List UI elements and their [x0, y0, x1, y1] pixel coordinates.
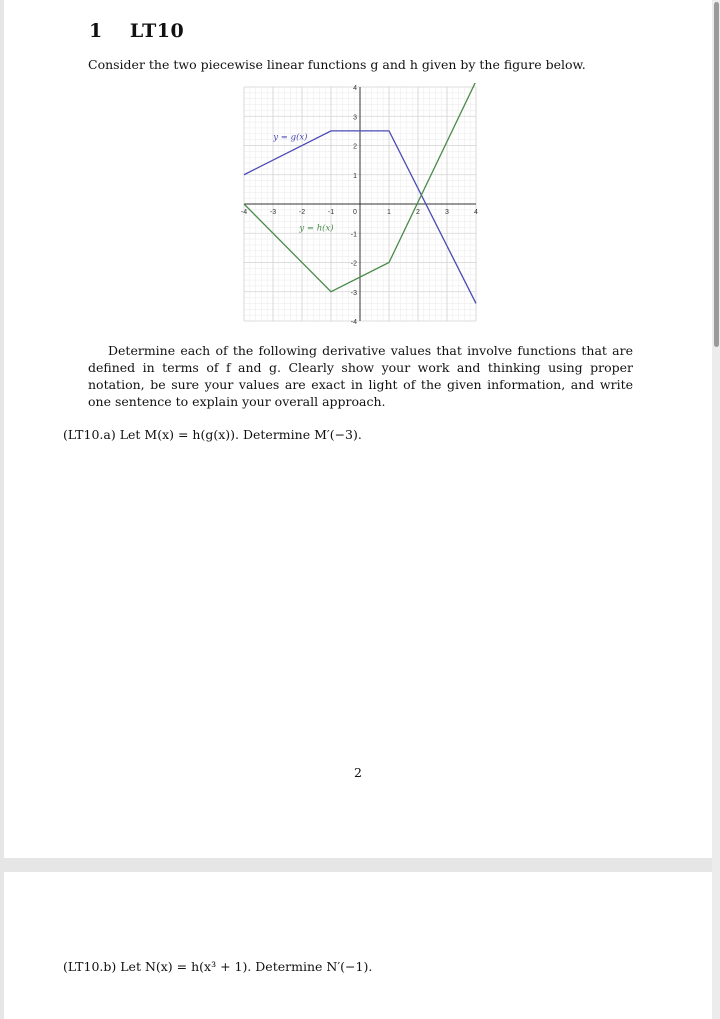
y-tick-label: 4 — [353, 85, 357, 92]
section-title: LT10 — [129, 20, 185, 42]
x-tick-label: -2 — [298, 209, 306, 216]
document-page-1 — [4, 0, 712, 858]
section-number: 1 — [89, 20, 103, 42]
x-tick-label: 4 — [474, 209, 478, 216]
function-graph — [240, 83, 480, 325]
y-tick-label: 1 — [353, 172, 357, 180]
y-tick-label: -1 — [350, 231, 357, 239]
document-page-2 — [4, 872, 712, 1019]
x-tick-label: 3 — [445, 209, 449, 216]
problem-statement: Let N(x) = h(x³ + 1). Determine N′(−1). — [120, 959, 373, 974]
problem-label: (LT10.b) — [63, 959, 117, 974]
y-tick-label: -2 — [350, 260, 357, 268]
problem-statement: Let M(x) = h(g(x)). Determine M′(−3). — [119, 427, 362, 442]
problem-lt10a — [63, 427, 362, 442]
problem-label: (LT10.a) — [63, 427, 116, 442]
problem-lt10b — [63, 959, 372, 974]
x-tick-label: -4 — [240, 209, 248, 216]
g-function-label: y = g(x) — [273, 132, 308, 143]
x-tick-label: 1 — [387, 209, 391, 216]
y-tick-label: 2 — [353, 143, 357, 151]
x-tick-label: 0 — [353, 209, 357, 216]
instructions-paragraph: Determine each of the following derivative values that involve functions that are defined in terms of f and g. Clearly show your work and thinking using proper notation, be sure your values are exact in light of the given information, and write one sentence to explain your overall approach. — [88, 343, 633, 409]
section-heading — [89, 20, 184, 42]
scrollbar-track[interactable] — [712, 0, 720, 1019]
x-tick-label: -1 — [327, 209, 335, 216]
y-tick-label: -4 — [350, 319, 357, 325]
x-tick-label: -3 — [269, 209, 277, 216]
y-tick-label: -3 — [350, 289, 357, 297]
y-tick-label: 3 — [353, 114, 357, 122]
x-tick-label: 2 — [416, 209, 420, 216]
page-number: 2 — [354, 765, 362, 780]
intro-text: Consider the two piecewise linear functions g and h given by the figure below. — [88, 57, 586, 72]
scrollbar-thumb[interactable] — [714, 2, 719, 347]
h-function-label: y = h(x) — [299, 223, 334, 234]
